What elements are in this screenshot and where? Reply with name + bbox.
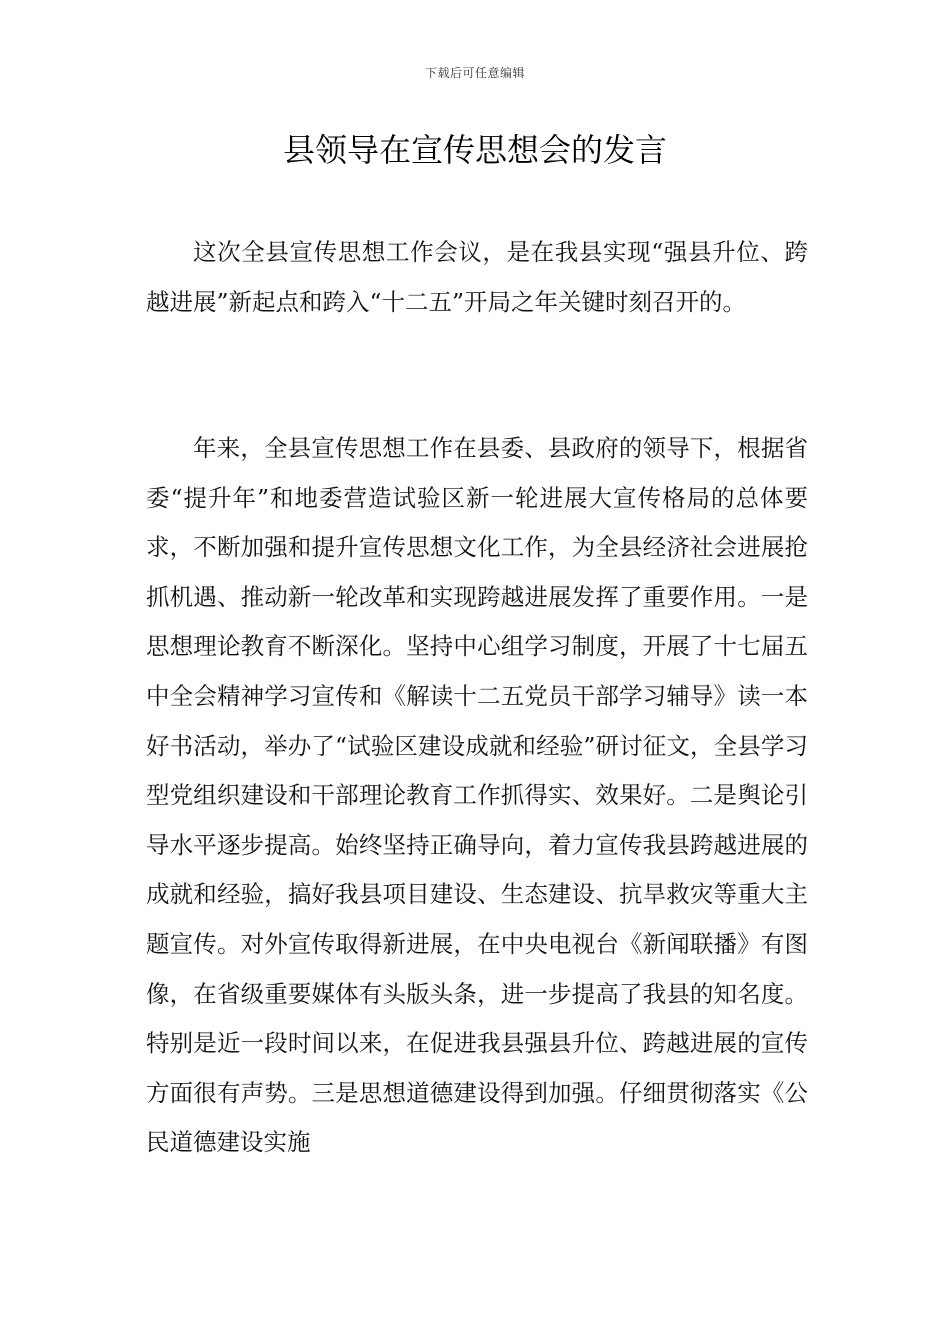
body-paragraph: 年来，全县宣传思想工作在县委、县政府的领导下，根据省委“提升年”和地委营造试验区新一轮进展大宣传格局的总体要求，不断加强和提升宣传思想文化工作，为全县经济社会进展抢抓机遇、推动新一轮改革和实现跨越进展发挥了重要作用。一是思想理论教育不断深化。坚持中心组学习制度，开展了十七届五中全会精神学习宣传和《解读十二五党员干部学习辅导》读一本好书活动，举办了“试验区建设成就和经验”研讨征文，全县学习型党组织建设和干部理论教育工作抓得实、效果好。二是舆论引导水平逐步提高。始终坚持正确导向，着力宣传我县跨越进展的成就和经验，搞好我县项目建设、生态建设、抗旱救灾等重大主题宣传。对外宣传取得新进展，在中央电视台《新闻联播》有图像，在省级重要媒体有头版头条，进一步提高了我县的知名度。特别是近一段时间以来，在促进我县强县升位、跨越进展的宣传方面很有声势。三是思想道德建设得到加强。仔细贯彻落实《公民道德建设实施 xyxy=(146,434,808,1157)
paragraph-block-1 xyxy=(146,228,808,327)
document-title: 县领导在宣传思想会的发言 xyxy=(282,131,667,169)
body-paragraph: 这次全县宣传思想工作会议，是在我县实现“强县升位、跨越进展”新起点和跨入“十二五”开局之年关键时刻召开的。 xyxy=(146,238,808,316)
header-note: 下载后可任意编辑 xyxy=(424,66,525,80)
paragraph-block-2 xyxy=(146,424,808,1168)
